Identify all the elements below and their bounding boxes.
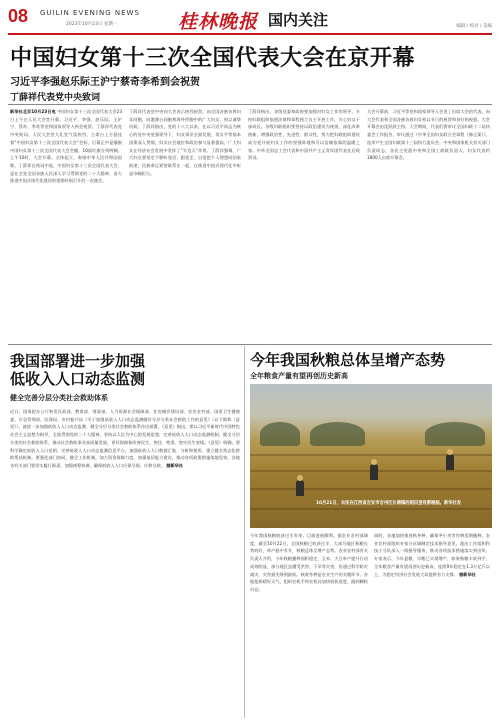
story3-text-2: 同时，各地加快推进秋冬种，确保冬小麦等作物适期播种。农业农村部组织专家分区域制定技术指导意见，派出工作组和科技小分队深入一线指导服务，推动各项技术措施落实到田块。专家表示，今年夏粮、早稻已实现增产，如果秋粮丰收到手，全年粮食产量有望再创历史新高，连续9年稳定在1.3万亿斤以上，为稳定经济社会发展大局提供有力支撑。 [374, 533, 490, 577]
main-story-text-3: 丁薛祥指出，各级党委和政府要加强对妇女工作的领导，支持妇联组织依照法律和章程独立自主开展工作，关心妇女干部成长。各级妇联组织要坚持以政治建设为统领，深化改革创新，增强政治性、先进性、群众性，努力把妇联组织建设成为党开展妇女工作的坚强阵地和可以信赖依靠的温暖之家。中华全国总工会代表和中国共产主义青年团代表先后致贺词。 [248, 109, 360, 161]
tree-shape [425, 422, 485, 446]
newspaper-english-name: GUILIN EVENING NEWS [40, 9, 140, 17]
main-story-column-1 [10, 108, 122, 340]
section-divider [8, 344, 492, 345]
story2-text: 近日，国务院办公厅转发民政部、教育部、财政部、人力资源社会保障部、住房城乡建设部、农业农村部、国家卫生健康委、应急管理部、医保局、乡村振兴局《关于加强低收入人口动态监测做好分层分类社会救助工作的意见》（以下简称《意见》），就进一步加强低收入人口动态监测、健全分层分类社会救助体系作出部署。《意见》指出，要以习近平新时代中国特色社会主义思想为指导，全面贯彻党的二十大精神，坚持以人民为中心的发展思想，完善低收入人口动态监测机制，健全分层分类的社会救助体系，推动社会救助事业高质量发展，更好保障和改善民生，兜住、兜准、兜牢民生底线。《意见》明确，要科学确定低收入人口范围，完善低收入人口动态监测信息平台，加强低收入人口数据汇集、分析和使用，建立健全常态化救助帮扶机制。要强化部门协同，健全工作机制，加大资金保障力度，加强基层能力建设，推动各项政策措施落地见效。各地各有关部门要切实履行职责，加强统筹协调，确保低收入人口应保尽保、应救尽救。 [10, 409, 240, 468]
column-separator [244, 346, 245, 718]
main-story-column-4 [367, 108, 490, 340]
main-story-column-3 [248, 108, 360, 340]
field-row [250, 508, 492, 510]
main-story-column-2 [129, 108, 241, 340]
tree-shape [260, 422, 300, 446]
field-row [250, 488, 492, 490]
section-title: 国内关注 [268, 11, 329, 29]
story2-headline-line-1: 我国部署进一步加强 [10, 352, 146, 370]
newspaper-masthead: 桂林晚报 [178, 11, 259, 33]
story2-byline: 据新华社 [166, 462, 184, 468]
main-subheadline: 习近平李强赵乐际王沪宁蔡奇李希到会祝贺 [10, 77, 200, 88]
story2-body [10, 408, 240, 720]
farmer-figure [370, 464, 378, 480]
main-story-text-1: 中国妇女第十三次全国代表大会23日上午在人民大会堂开幕。习近平、李强、赵乐际、王沪宁、蔡奇、李希等党和国家领导人到会祝贺。丁薛祥代表党中央致词。人民大会堂大礼堂气氛热烈，主席台上方悬挂着“中国妇女第十三次全国代表大会”会标，后幕正中是镶嵌中国妇女第十三次全国代表大会会徽，10面红旗分列两侧。上午10时，大会开幕。全体起立，奏唱中华人民共和国国歌。丁薛祥在致词中说，中国妇女第十三次全国代表大会，是在全党全国各族人民深入学习贯彻党的二十大精神、奋力推进中国式现代化建设的重要时刻召开的一次盛会。 [10, 109, 122, 184]
story2-headline [10, 352, 145, 388]
main-headline: 中国妇女第十三次全国代表大会在京开幕 [10, 46, 416, 71]
story3-text-1: 今年我国秋粮收获过半有余，目前进展顺利。据农业农村部调度，截至10月22日，全国秋粮已收获过半，大部分地区秋粮长势较好，单产稳中有升，秋粮总体呈增产态势。农业农村部有关负责人介绍，今年秋粮播种面积稳定，玉米、大豆单产提升行动成效明显，部分地区虽遭受洪涝、干旱等灾害，但通过科学防灾减灾，灾害损失降到最低。秋收冬种是农业生产的关键环节。各地抢抓晴好天气，组织农机手和农机具加快收获进度，做到颗粒归仓。 [250, 533, 368, 592]
story3-column-1 [250, 532, 368, 720]
main-story-dateline: 新华社北京10月23日电 [10, 109, 56, 114]
farmer-figure [446, 454, 454, 470]
issue-date: 2023年10月23日 星期一 [66, 22, 118, 27]
story2-headline-line-2: 低收入人口动态监测 [10, 370, 146, 388]
page-number: 08 [8, 6, 29, 26]
story3-subheadline: 全年粮食产量有望再创历史新高 [250, 372, 348, 380]
main-story-text-2: 丁薛祥代表党中央向大会表示热烈祝贺，向全国各族各界妇女同胞，向港澳台同胞和海外侨胞中的广大妇女，致以诚挚问候。丁薛祥指出，党的十八大以来，在以习近平同志为核心的党中央坚强领导下，妇女事业全面发展，男女平等基本国策深入贯彻，妇女社会地位和政治参与显著提高，广大妇女在经济社会发展中发挥了“半边天”作用。丁薛祥强调，广大妇女要坚定不移听党话、跟党走，自觉把个人理想同国家前途、民族命运紧密联系在一起，在推进中国式现代化中彰显巾帼担当。 [129, 109, 241, 176]
main-story-text-4: 大会开幕前，习近平等党和国家领导人会见了出席大会的代表，向大会代表和全国各族各界妇女致以节日的祝贺和良好的祝愿。大会开幕会由沈跃跃主持。大会期间，代表们将审议全国妇联十二届执委会工作报告，审议通过《中华全国妇女联合会章程（修正案）》，选举产生全国妇联第十三届执行委员会。中央和国家机关有关部门负责同志，各民主党派中央和全国工商联负责人，妇女代表约1800人出席开幕会。 [367, 109, 490, 161]
header-rule [8, 33, 492, 35]
page-header [0, 0, 500, 36]
story3-byline: 据新华社 [459, 571, 476, 577]
tree-shape [310, 422, 365, 446]
story2-subheadline: 健全完善分层分类社会救助体系 [10, 394, 108, 402]
photo-caption: 10月21日，农民在江西省吉安市吉州区长塘镇的稻田里收割晚稻。新华社发 [316, 501, 462, 506]
story3-column-2 [374, 532, 490, 720]
field-row [250, 454, 492, 456]
farmer-figure [296, 480, 304, 496]
headline-divider [8, 104, 492, 105]
story3-headline: 今年我国秋粮总体呈增产态势 [250, 351, 446, 369]
main-report-line: 丁薛祥代表党中央致词 [10, 93, 101, 103]
editor-line: 编辑 / 校对 / 美编 [456, 24, 492, 29]
